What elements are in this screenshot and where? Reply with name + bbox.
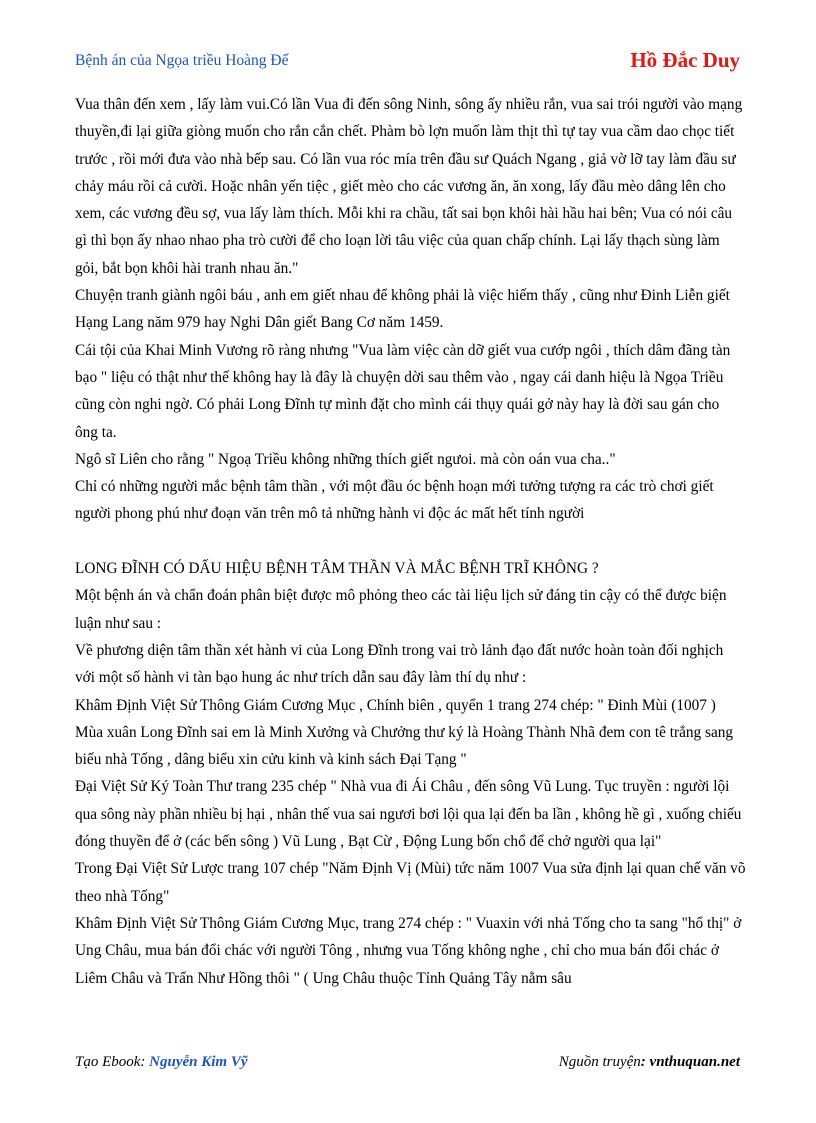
body-paragraph: Chuyện tranh giành ngôi báu , anh em giết nhau để không phải là việc hiếm thấy , cũng như Đinh Liễn giết Hạng Lang năm 979 hay Nghi Dân giết Bang Cơ năm 1459. xyxy=(75,287,730,332)
page-header xyxy=(75,48,740,78)
page-body xyxy=(75,91,746,992)
book-title: Bệnh án của Ngọa triều Hoàng Đế xyxy=(75,52,289,69)
body-paragraph: Khâm Định Việt Sử Thông Giám Cương Mục , Chính biên , quyển 1 trang 274 chép: " Đinh Mùi (1007 ) Mùa xuân Long Đĩnh sai em là Minh Xưởng và Chưởng thư ký là Hoàng Thành Nhã đem con tê trắng sang biếu nhà Tống , dâng biểu xin cửu kinh và kinh sách Đại Tạng " xyxy=(75,696,734,769)
ebook-credit-label: Tạo Ebook xyxy=(75,1054,141,1070)
author-name: Hồ Đắc Duy xyxy=(630,48,740,72)
ebook-creator-name: Nguyễn Kim Vỹ xyxy=(149,1054,248,1070)
body-paragraph: Chỉ có những người mắc bệnh tâm thần , với một đầu óc bệnh hoạn mới tưởng tượng ra các trò chơi giết người phong phú như đoạn văn trên mô tả những hành vi độc ác mất hết tính người xyxy=(75,478,714,523)
body-paragraph: Trong Đại Việt Sử Lược trang 107 chép "Năm Định Vị (Mùi) tức năm 1007 Vua sửa định lại quan chế văn võ theo nhà Tống" xyxy=(75,860,746,905)
blank-line xyxy=(75,528,746,555)
body-paragraph: Vua thân đến xem , lấy làm vui.Có lần Vua đi đến sông Ninh, sông ấy nhiều rắn, vua sai trói người vào mạng thuyền,đi lại giữa giòng muốn cho rắn cắn chết. Phàm bò lợn muốn làm thịt thì tự tay vua cầm dao chọc tiết trước , rồi mới đưa vào nhà bếp sau. Có lần vua róc mía trên đầu sư Quách Ngang , giả vờ lỡ tay làm đầu sư chảy máu rồi cả cười. Hoặc nhân yến tiệc , giết mèo cho các vương ăn, ăn xong, lấy đầu mèo dâng lên cho xem, các vương đều sợ, vua lấy làm thích. Mỗi khi ra chầu, tất sai bọn khôi hài hầu hai bên; Vua có nói câu gì thì bọn ấy nhao nhao pha trò cười để cho loạn lời tâu việc của quan chấp chính. Lại lấy thạch sùng làm gỏi, bắt bọn khôi hài tranh nhau ăn." xyxy=(75,96,743,277)
source-site: vnthuquan.net xyxy=(649,1054,740,1070)
source-credit xyxy=(559,1054,740,1071)
body-paragraph: Về phương diện tâm thần xét hành vi của Long Đĩnh trong vai trò lảnh đạo đất nước hoàn toàn đối nghịch với một số hành vi tàn bạo hung ác như trích dẫn sau đây làm thí dụ như : xyxy=(75,641,724,687)
body-paragraph: Khâm Định Việt Sử Thông Giám Cương Mục, trang 274 chép : " Vuaxin với nhả Tống cho ta sang "hổ thị" ở Ung Châu, mua bán đổi chác với người Tông , nhưng vua Tống không nghe , chỉ cho mua bán đổi chác ở Liêm Châu và Trấn Như Hồng thôi " ( Ung Châu thuộc Tỉnh Quảng Tây nằm sâu xyxy=(75,914,742,987)
source-credit-label: Nguồn truyện xyxy=(558,1054,641,1070)
source-credit-separator: : xyxy=(640,1054,650,1070)
body-paragraph: Một bệnh án và chẩn đoán phân biệt được mô phỏng theo các tài liệu lịch sử đáng tin cậy có thể được biện luận như sau : xyxy=(75,587,727,632)
body-paragraph: Ngô sĩ Liên cho rằng " Ngoạ Triều không những thích giết ngưoi. mà còn oán vua cha.." xyxy=(75,450,616,468)
body-paragraph: Cái tội của Khai Minh Vương rõ ràng nhưng "Vua làm việc càn dỡ giết vua cướp ngôi , thích dâm đãng tàn bạo " liệu có thật như thế không hay là đây là chuyện dời sau thêm vào , ngay cái danh hiệu là Ngọa Triều cũng còn nghi ngờ. Có phải Long Đĩnh tự mình đặt cho mình cái thụy quái gở này hay là đời sau gán cho ông ta. xyxy=(75,341,731,441)
ebook-credit-separator: : xyxy=(140,1054,150,1070)
section-heading: LONG ĐĨNH CÓ DẤU HIỆU BỆNH TÂM THẦN VÀ MẮC BỆNH TRĨ KHÔNG ? xyxy=(75,560,599,578)
body-paragraph: Đại Việt Sử Ký Toàn Thư trang 235 chép " Nhà vua đi Ái Châu , đến sông Vũ Lung. Tục truyền : người lội qua sông này phần nhiều bị hại , nhân thế vua sai ngươi bơi lội qua lại đến ba lần , không hề gì , xuống chiếu đóng thuyền để ở (các bến sông ) Vũ Lung , Bạt Cừ , Động Lung bốn chổ để chở người qua lại" xyxy=(75,778,742,851)
ebook-credit xyxy=(75,1054,248,1071)
